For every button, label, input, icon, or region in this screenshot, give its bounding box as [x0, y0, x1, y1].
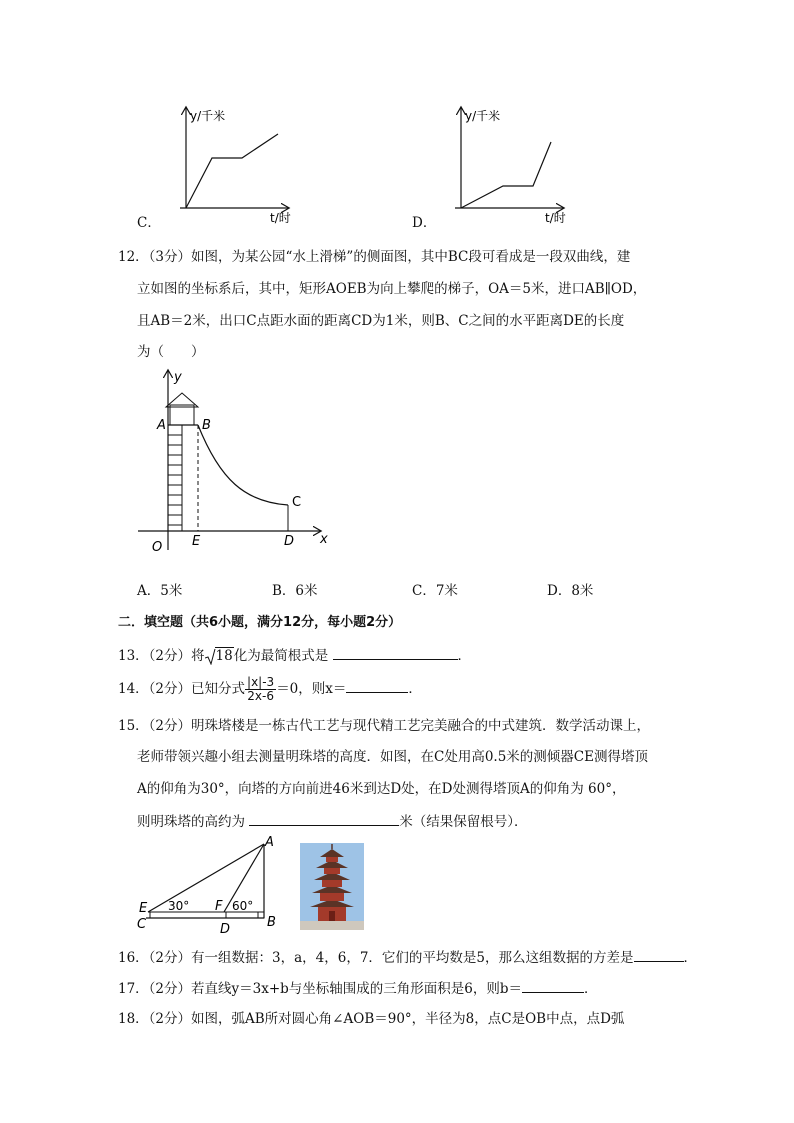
- label-c: C: [292, 495, 302, 510]
- q18-line1: 18．（2分）如图，弧AB所对圆心角∠AOB＝90°，半径为8，点C是OB中点，点D弧: [118, 1011, 625, 1027]
- slide-curve: [198, 425, 288, 505]
- label-a: A: [157, 418, 166, 433]
- q16-answer-blank[interactable]: [634, 947, 684, 962]
- q14-end: ．: [408, 681, 422, 697]
- ladder-rungs: [168, 435, 182, 525]
- top-platform: [170, 405, 194, 425]
- right-angle-mark: [258, 912, 264, 918]
- q12-line1: 12．（3分）如图，为某公园“水上滑梯”的侧面图，其中BC段可看成是一段双曲线，建: [118, 249, 631, 265]
- q14-mid: ＝0，则x＝: [276, 681, 347, 697]
- label-e: E: [192, 534, 201, 549]
- q15-line4-pre: 则明珠塔的高约为: [137, 814, 245, 830]
- label-e: E: [139, 901, 148, 916]
- q17-answer-blank[interactable]: [522, 978, 584, 993]
- section-2-heading: 二．填空题（共6小题，满分12分，每小题2分）: [118, 615, 402, 630]
- label-y: y: [174, 370, 182, 385]
- q15-figure: [134, 834, 284, 936]
- q15-line1: 15．（2分）明珠塔楼是一栋古代工艺与现代精工艺完美融合的中式建筑．数学活动课上，: [118, 718, 651, 734]
- q12-option-b: B．6米: [272, 583, 318, 599]
- q14-fraction: [245, 676, 276, 703]
- graph-c-option: C．: [137, 215, 161, 231]
- q13-post: 化为最简根式是: [233, 648, 329, 664]
- q12-line2: 立如图的坐标系后，其中，矩形AOEB为向上攀爬的梯子，OA＝5米，进口AB∥OD，: [137, 281, 647, 297]
- q17-text: 17．（2分）若直线y＝3x+b与坐标轴围成的三角形面积是6，则b＝: [118, 981, 523, 997]
- graph-d-option: D．: [412, 215, 437, 231]
- q13: [118, 645, 471, 665]
- q14-answer-blank[interactable]: [346, 678, 408, 693]
- label-a: A: [265, 835, 274, 850]
- q12-figure: [130, 365, 340, 560]
- label-c: C: [137, 917, 147, 932]
- graph-c: [130, 100, 300, 232]
- q13-sqrt: [205, 647, 234, 665]
- q13-radicand: 18: [215, 648, 233, 664]
- q12-line3: 且AB＝2米，出口C点距水面的距离CD为1米，则B、C之间的水平距离DE的长度: [137, 313, 625, 329]
- graph-c-line: [186, 134, 278, 208]
- q14: [118, 675, 422, 703]
- q12-option-c: C．7米: [412, 583, 458, 599]
- q15-line4: [137, 811, 528, 831]
- graph-d-line: [461, 142, 551, 208]
- graph-d-xlabel: t/时: [545, 211, 566, 225]
- label-b: B: [267, 915, 276, 930]
- q14-denominator: 2x-6: [247, 689, 274, 703]
- q16-end: ．: [683, 950, 698, 966]
- label-angle-30: 30°: [168, 899, 190, 913]
- label-f: F: [215, 899, 223, 914]
- q14-numerator: |x|-3: [247, 675, 275, 689]
- q16-text: 16．（2分）有一组数据：3，a，4，6，7．它们的平均数是5，那么这组数据的方差是: [118, 950, 634, 966]
- label-o: O: [152, 540, 163, 555]
- graph-c-xlabel: t/时: [270, 211, 291, 225]
- q15-line4-post: 米（结果保留根号）．: [399, 814, 528, 830]
- graph-d-ylabel: y/千米: [465, 109, 501, 123]
- q17-end: ．: [584, 981, 598, 997]
- photo-ground: [300, 921, 364, 930]
- q13-pre: 13．（2分）将: [118, 648, 205, 664]
- label-d: D: [284, 534, 295, 549]
- q12-option-d: D．8米: [547, 583, 594, 599]
- tower-photo: [300, 843, 364, 930]
- label-b: B: [202, 418, 211, 433]
- graph-d: [405, 100, 575, 232]
- graph-c-ylabel: y/千米: [190, 109, 226, 123]
- q13-end: ．: [457, 648, 472, 664]
- q12-line4: 为（ ）: [137, 344, 205, 360]
- label-d: D: [220, 922, 231, 936]
- label-x: x: [320, 532, 328, 547]
- q16: [118, 947, 697, 967]
- q15-line2: 老师带领兴趣小组去测量明珠塔的高度．如图，在C处用高0.5米的测倾器CE测得塔顶: [137, 749, 648, 765]
- q12-option-a: A．5米: [137, 583, 183, 599]
- label-angle-60: 60°: [232, 899, 254, 913]
- q17: [118, 978, 598, 998]
- q15-answer-blank[interactable]: [249, 811, 399, 826]
- q13-answer-blank[interactable]: [333, 645, 458, 660]
- q15-line3: A的仰角为30°，向塔的方向前进46米到达D处，在D处测得塔顶A的仰角为 60°，: [137, 781, 626, 797]
- q14-pre: 14．（2分）已知分式: [118, 681, 246, 697]
